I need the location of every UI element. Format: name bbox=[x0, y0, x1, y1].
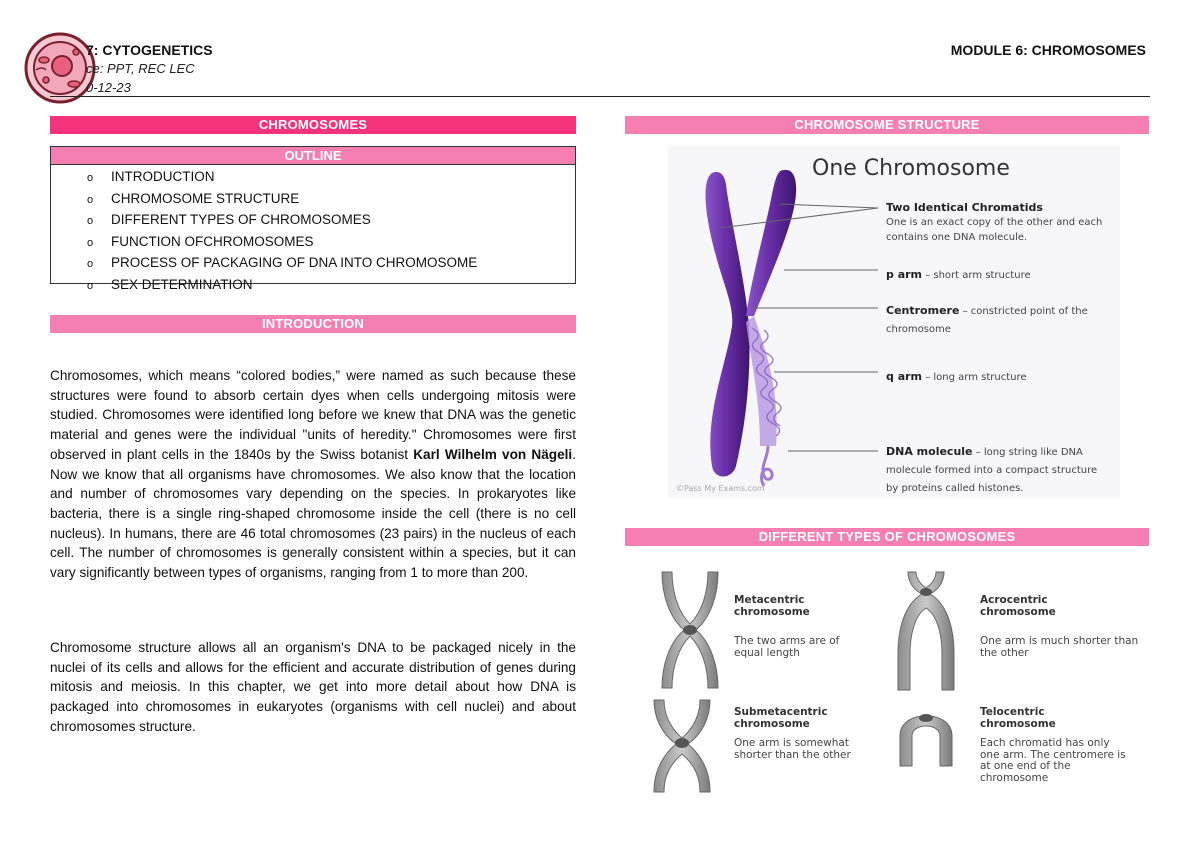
type-desc-telocentric: Each chromatid has only one arm. The centromere is at one end of the chromosome bbox=[980, 737, 1126, 784]
bullet-icon: o bbox=[87, 279, 94, 292]
chromosome-types-figure bbox=[644, 566, 1139, 800]
section-bar-chromosomes: CHROMOSOMES bbox=[50, 116, 576, 134]
outline-box bbox=[50, 146, 576, 292]
label-centromere: Centromere – constricted point of the chromosome bbox=[886, 304, 1088, 335]
botanist-name: Karl Wilhelm von Nägeli bbox=[413, 446, 573, 462]
outline-list bbox=[51, 165, 575, 296]
bullet-icon: o bbox=[87, 258, 94, 270]
outline-item: o DIFFERENT TYPES OF CHROMOSOMES bbox=[87, 210, 575, 232]
acrocentric-chromosome-icon bbox=[898, 572, 954, 690]
type-name-telocentric: Telocentric chromosome bbox=[980, 706, 1056, 730]
type-desc-submetacentric: One arm is somewhat shorter than the other bbox=[734, 737, 851, 761]
section-bar-types: DIFFERENT TYPES OF CHROMOSOMES bbox=[625, 528, 1149, 546]
submetacentric-chromosome-icon bbox=[654, 700, 710, 792]
outline-item: o FUNCTION OFCHROMOSOMES bbox=[87, 232, 575, 254]
section-bar-introduction: INTRODUCTION bbox=[50, 315, 576, 333]
label-q-arm: q arm – long arm structure bbox=[886, 370, 1027, 383]
module-title: MODULE 6: CHROMOSOMES bbox=[950, 42, 1146, 58]
section-bar-structure: CHROMOSOME STRUCTURE bbox=[625, 116, 1149, 134]
label-p-arm: p arm – short arm structure bbox=[886, 268, 1031, 281]
outline-item: o PROCESS OF PACKAGING OF DNA INTO CHROMOSOME bbox=[87, 253, 575, 275]
intro-paragraph-1: Chromosomes, which means “colored bodies,” were named as such because these structures were found to absorb certain dyes when cells undergoing mitosis were studied. Chromosomes were identified long before we knew that DNA was the genetic material and genes were the individual "units of heredity." Chromosomes were first observed in plant cells in the 1840s by the Swiss botanist Karl Wilhelm von Nägeli. Now we know that all organisms have chromosomes. We also know that the location and number of chromosomes vary depending on the species. In prokaryotes like bacteria, there is a single ring-shaped chromosome inside the cell (there is no cell nucleus). In humans, there are 46 total chromosomes (23 pairs) in the nucleus of each cell. The number of chromosomes is generally consistent within a species, but it can vary significantly between types of organisms, ranging from 1 to more than 200. bbox=[50, 368, 576, 581]
bullet-icon: o bbox=[87, 193, 94, 206]
type-desc-metacentric: The two arms are of equal length bbox=[734, 635, 840, 659]
figure-title: One Chromosome bbox=[812, 156, 1010, 181]
type-name-submetacentric: Submetacentric chromosome bbox=[734, 706, 828, 730]
outline-item: o SEX DETERMINATION bbox=[87, 275, 575, 297]
type-name-acrocentric: Acrocentric chromosome bbox=[980, 594, 1056, 618]
intro-paragraph-2: Chromosome structure allows all an organism's DNA to be packaged nicely in the nuclei of its cells and allows for the efficient and accurate distribution of genes during mitosis and meiosis. In this chapter, we get into more detail about how DNA is packaged into chromosomes in eukaryotes (organisms with cell nuclei) and about chromosomes structure. bbox=[50, 640, 576, 734]
figure-watermark: ©Pass My Exams.com bbox=[676, 484, 765, 493]
label-dna-molecule: DNA molecule – long string like DNA molecule formed into a compact structure by proteins called histones. bbox=[886, 445, 1098, 494]
metacentric-chromosome-icon bbox=[662, 572, 718, 688]
outline-title: OUTLINE bbox=[51, 147, 575, 165]
source-line: ce: PPT, REC LEC bbox=[86, 61, 195, 76]
date-line: 0-12-23 bbox=[86, 80, 131, 95]
telocentric-chromosome-icon bbox=[900, 714, 952, 766]
header-divider bbox=[50, 96, 1150, 97]
course-code: 7: CYTOGENETICS bbox=[86, 42, 213, 58]
type-name-metacentric: Metacentric chromosome bbox=[734, 594, 810, 618]
type-desc-acrocentric: One arm is much shorter than the other bbox=[980, 635, 1139, 659]
label-chromatids: Two Identical Chromatids One is an exact copy of the other and each contains one DNA molecule. bbox=[886, 201, 1103, 243]
bullet-icon: o bbox=[87, 172, 94, 184]
outline-item: o CHROMOSOME STRUCTURE bbox=[87, 189, 575, 211]
outline-item: o INTRODUCTION bbox=[87, 167, 575, 189]
bullet-icon: o bbox=[87, 236, 94, 249]
chromosome-structure-figure bbox=[668, 146, 1120, 498]
bullet-icon: o bbox=[87, 215, 94, 227]
